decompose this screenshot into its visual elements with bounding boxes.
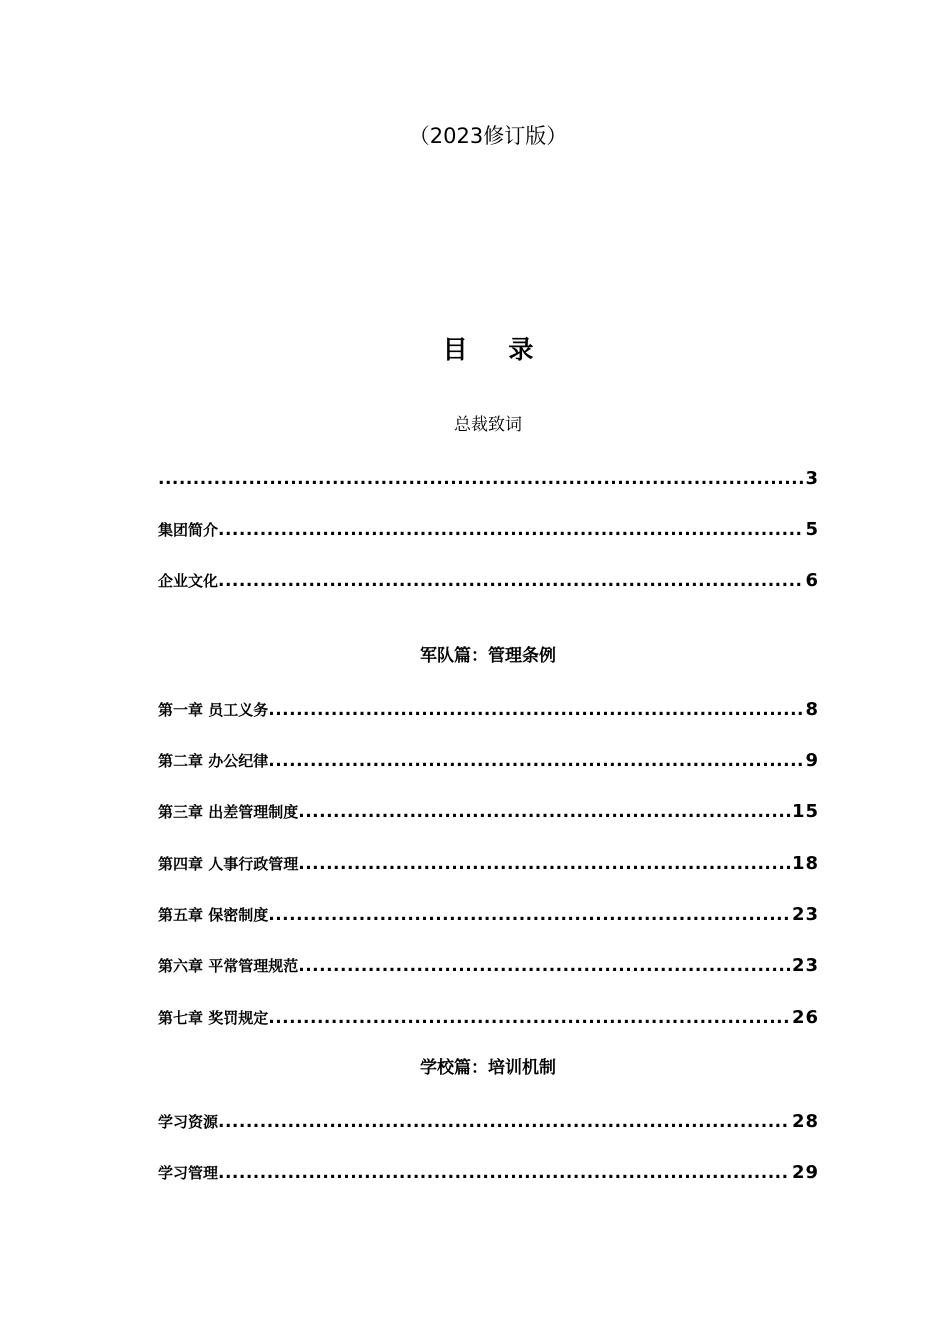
toc-entry-chapter-1[interactable] bbox=[158, 697, 819, 723]
toc-entry-label: 学习资源 bbox=[158, 1113, 219, 1131]
dot-leader bbox=[268, 902, 790, 928]
toc-entry-chapter-3[interactable] bbox=[158, 799, 819, 825]
toc-entry-page: 28 bbox=[791, 1111, 819, 1132]
dot-leader bbox=[268, 697, 803, 723]
toc-title: 目 录 bbox=[442, 335, 550, 364]
section-president-address: 总裁致词 bbox=[454, 415, 522, 435]
toc-entry-page: 23 bbox=[791, 955, 819, 976]
toc-entry-page: 23 bbox=[791, 904, 819, 925]
toc-entry-page: 15 bbox=[791, 801, 819, 822]
dot-leader bbox=[218, 568, 803, 594]
toc-entry-label: 企业文化 bbox=[158, 572, 219, 590]
toc-entry-label: 学习管理 bbox=[158, 1164, 219, 1182]
toc-entry-page: 9 bbox=[805, 750, 819, 771]
dot-leader bbox=[298, 799, 790, 825]
toc-entry-chapter-7[interactable] bbox=[158, 1005, 819, 1031]
toc-entry-label: 第五章 保密制度 bbox=[158, 906, 269, 924]
toc-entry-chapter-5[interactable] bbox=[158, 902, 819, 928]
toc-entry-group-intro[interactable] bbox=[158, 517, 819, 543]
toc-entry-page: 5 bbox=[805, 519, 819, 540]
toc-entry-study-management[interactable] bbox=[158, 1160, 819, 1186]
dot-leader bbox=[218, 1160, 790, 1186]
toc-entry-page: 8 bbox=[805, 699, 819, 720]
edition-subtitle: （2023修订版） bbox=[408, 124, 568, 148]
toc-entry-page: 3 bbox=[805, 468, 819, 489]
toc-entry-label: 第四章 人事行政管理 bbox=[158, 855, 299, 873]
toc-entry-study-resources[interactable] bbox=[158, 1109, 819, 1135]
dot-leader bbox=[298, 953, 790, 979]
toc-entry-label: 第一章 员工义务 bbox=[158, 701, 269, 719]
toc-entry-label: 第七章 奖罚规定 bbox=[158, 1009, 269, 1027]
dot-leader bbox=[268, 748, 803, 774]
toc-entry-page: 6 bbox=[805, 570, 819, 591]
toc-entry-chapter-4[interactable] bbox=[158, 851, 819, 877]
toc-entry-label: 第六章 平常管理规范 bbox=[158, 957, 299, 975]
toc-entry-corporate-culture[interactable] bbox=[158, 568, 819, 594]
toc-entry-label: 集团简介 bbox=[158, 521, 219, 539]
toc-entry-label: 第二章 办公纪律 bbox=[158, 752, 269, 770]
dot-leader bbox=[218, 517, 803, 543]
toc-entry-page: 18 bbox=[791, 853, 819, 874]
toc-entry-page: 29 bbox=[791, 1162, 819, 1183]
dot-leader bbox=[268, 1005, 790, 1031]
toc-entry-page: 26 bbox=[791, 1007, 819, 1028]
toc-entry-chapter-2[interactable] bbox=[158, 748, 819, 774]
section-military: 军队篇：管理条例 bbox=[420, 646, 556, 666]
toc-entry-chapter-6[interactable] bbox=[158, 953, 819, 979]
toc-entry-president-address[interactable] bbox=[158, 466, 819, 492]
dot-leader bbox=[158, 466, 803, 492]
dot-leader bbox=[298, 851, 790, 877]
toc-entry-label: 第三章 出差管理制度 bbox=[158, 803, 299, 821]
dot-leader bbox=[218, 1109, 790, 1135]
section-school: 学校篇：培训机制 bbox=[420, 1058, 556, 1078]
